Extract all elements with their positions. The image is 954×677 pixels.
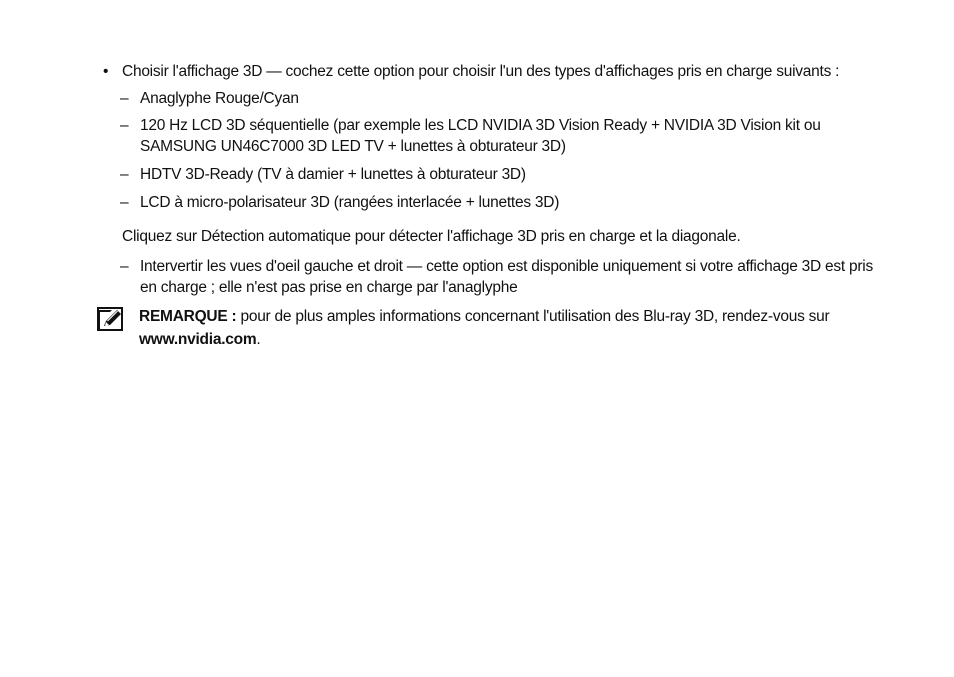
note-text (139, 305, 889, 351)
note-body-text: pour de plus amples informations concernant l'utilisation des Blu-ray 3D, rendez-vous sur (236, 308, 830, 325)
dash-marker: – (120, 258, 129, 275)
pencil-note-icon (97, 307, 123, 331)
bullet-marker: • (103, 63, 109, 80)
choose-3d-display-text: Choisir l'affichage 3D — cochez cette option pour choisir l'un des types d'affichages pris en charge suivants : (122, 63, 840, 80)
auto-detect-paragraph: Cliquez sur Détection automatique pour détecter l'affichage 3D pris en charge et la diagonale. (122, 228, 741, 245)
display-type-text: LCD à micro-polarisateur 3D (rangées interlacée + lunettes 3D) (140, 194, 560, 211)
display-type-text: 120 Hz LCD 3D séquentielle (par exemple les LCD NVIDIA 3D Vision Ready + NVIDIA 3D Vision kit ou SAMSUNG UN46C7000 3D LED TV + lunettes à obturateur 3D) (140, 117, 821, 155)
note-end: . (256, 331, 261, 348)
dash-marker: – (120, 194, 129, 211)
display-type-text: Anaglyphe Rouge/Cyan (140, 90, 299, 107)
display-type-text: HDTV 3D-Ready (TV à damier + lunettes à obturateur 3D) (140, 166, 526, 183)
note-label: REMARQUE : (139, 308, 237, 325)
dash-marker: – (120, 117, 129, 134)
dash-marker: – (120, 166, 129, 183)
swap-eye-views-text: Intervertir les vues d'oeil gauche et droit — cette option est disponible uniquement si votre affichage 3D est pris en charge ; elle n'est pas prise en charge par l'anaglyphe (140, 258, 873, 296)
dash-marker: – (120, 90, 129, 107)
nvidia-link[interactable]: www.nvidia.com (139, 331, 257, 348)
